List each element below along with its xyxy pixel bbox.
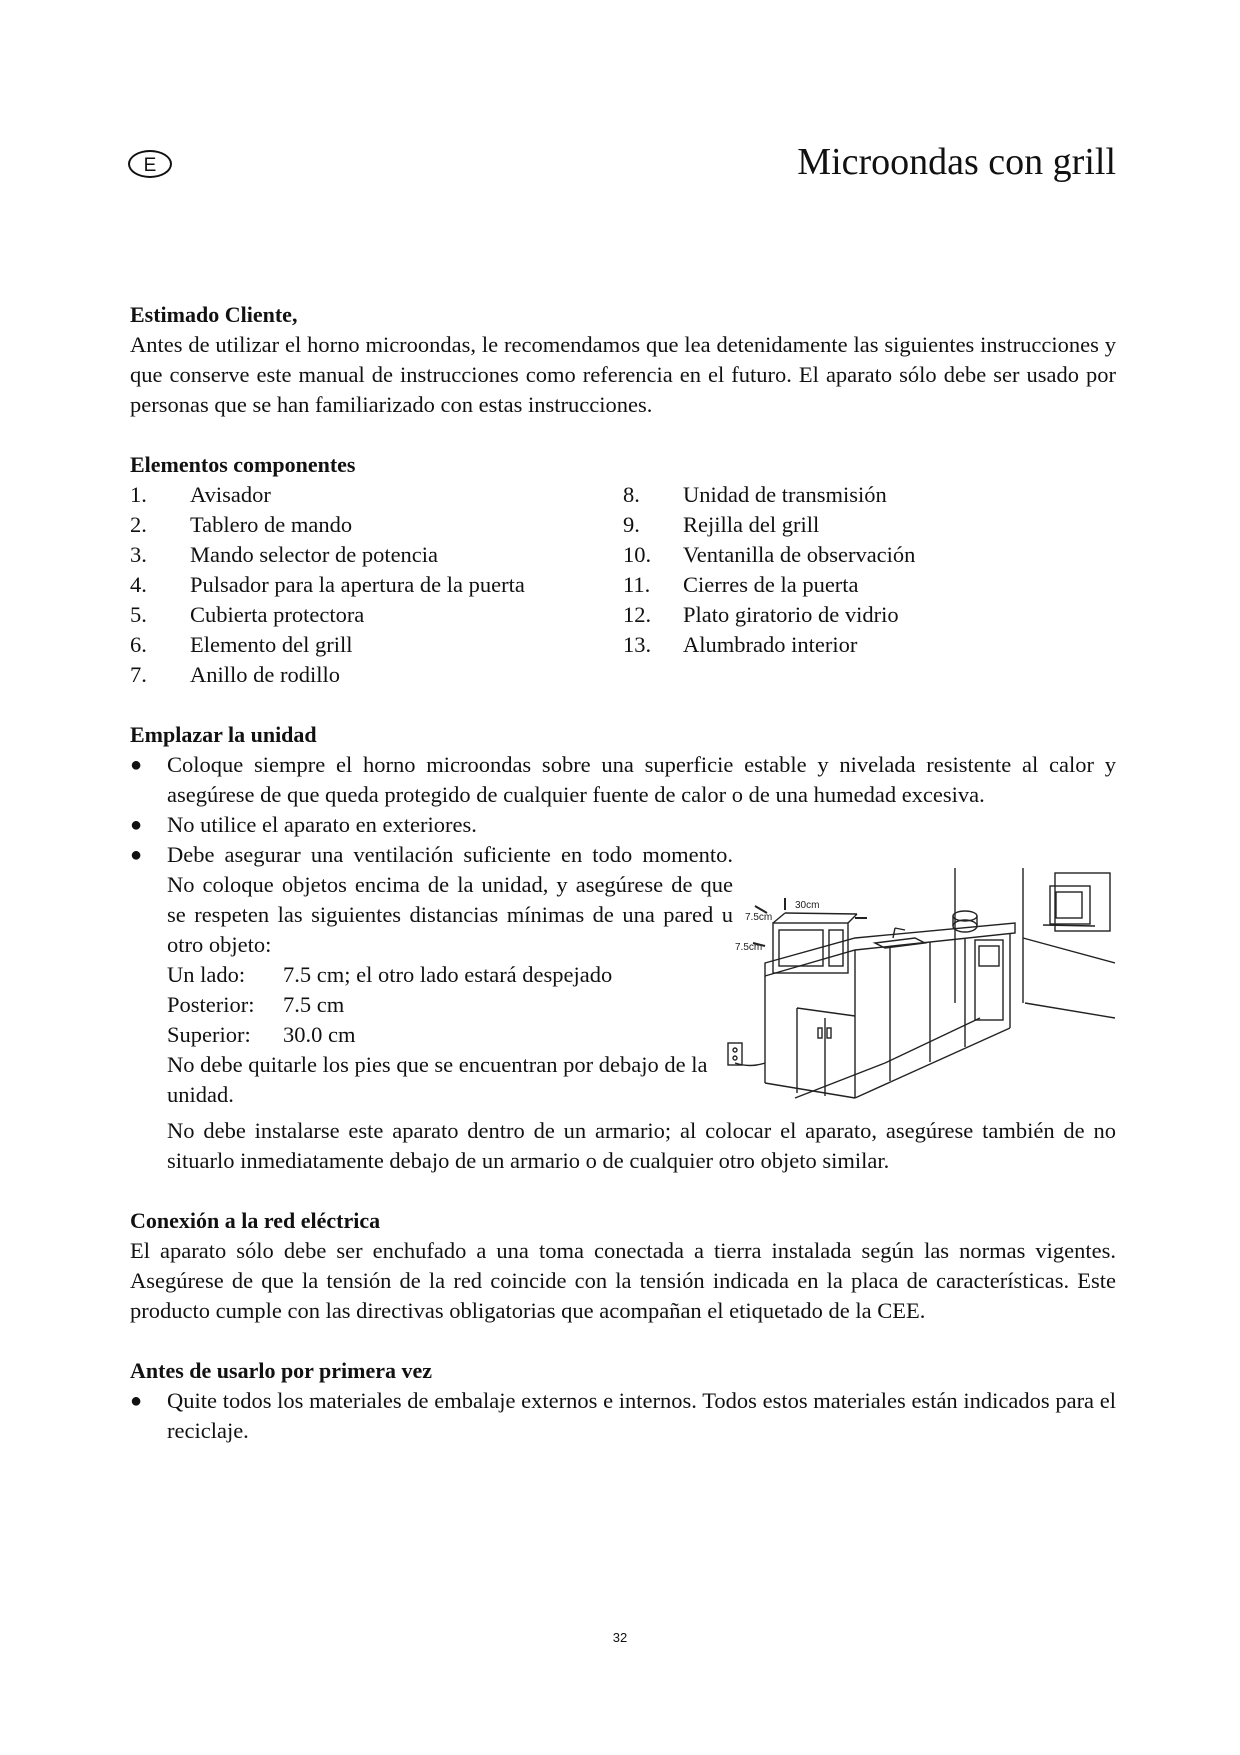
placement-heading: Emplazar la unidad bbox=[130, 722, 317, 747]
cabinet-note: No debe instalarse este aparato dentro de un armario; al colocar el aparato, asegúrese también de no situarlo inmediatamente debajo de un armario o de cualquier otro objeto similar. bbox=[167, 1118, 1116, 1173]
language-badge: E bbox=[128, 150, 172, 178]
kitchen-installation-illustration bbox=[725, 868, 1115, 1116]
list-item: 13. Alumbrado interior bbox=[623, 632, 858, 657]
list-item: 3. Mando selector de potencia bbox=[130, 542, 439, 567]
bullet-item: ● Debe asegurar una ventilación suficiente en todo momento. No coloque objetos encima de la unidad, y asegúrese de que se respeten las siguientes distancias mínimas de una pared u otro objeto: bbox=[130, 840, 733, 960]
distance-list: Un lado: 7.5 cm; el otro lado estará despejado Posterior: 7.5 cm Superior: 30.0 cm No debe quitarle los pies que se encuentran por debajo de la unidad. bbox=[130, 960, 733, 1110]
list-item: 7. Anillo de rodillo bbox=[130, 662, 340, 687]
bullet-icon: ● bbox=[130, 754, 143, 776]
list-item: 1. Avisador bbox=[130, 482, 271, 507]
feet-note: No debe quitarle los pies que se encuentran por debajo de la unidad. bbox=[167, 1052, 708, 1107]
figure-label-top: 30cm bbox=[795, 900, 820, 911]
bullet-item: ● Coloque siempre el horno microondas sobre una superficie estable y nivelada resistente al calor y asegúrese de que queda protegido de cualquier fuente de calor o de una humedad excesiva. bbox=[130, 750, 1116, 810]
connection-heading: Conexión a la red eléctrica bbox=[130, 1208, 381, 1233]
figure-label-side-2: 7.5cm bbox=[735, 942, 763, 953]
list-item: 12. Plato giratorio de vidrio bbox=[623, 602, 899, 627]
components-right-list bbox=[623, 480, 1116, 690]
page-title: Microondas con grill bbox=[797, 141, 1116, 183]
list-item: 9. Rejilla del grill bbox=[623, 512, 820, 537]
intro-section bbox=[130, 300, 1116, 420]
components-heading: Elementos componentes bbox=[130, 452, 356, 477]
connection-section bbox=[130, 1206, 1116, 1326]
list-item: 8. Unidad de transmisión bbox=[623, 482, 887, 507]
bullet-item: ● Quite todos los materiales de embalaje externos e internos. Todos estos materiales están indicados para el reciclaje. bbox=[130, 1386, 1116, 1446]
connection-text: El aparato sólo debe ser enchufado a una toma conectada a tierra instalada según las normas vigentes. Asegúrese de que la tensión de la red coincide con la tensión indicada en la placa de características. Este producto cumple con las directivas obligatorias que acompañan el etiquetado de la CEE. bbox=[130, 1238, 1116, 1323]
page-number: 32 bbox=[612, 1630, 628, 1645]
components-section bbox=[130, 450, 1116, 690]
list-item: 10. Ventanilla de observación bbox=[623, 542, 916, 567]
list-item: 2. Tablero de mando bbox=[130, 512, 353, 537]
bullet-icon: ● bbox=[130, 844, 143, 866]
first-use-section bbox=[130, 1356, 1116, 1446]
intro-text: Antes de utilizar el horno microondas, le recomendamos que lea detenidamente las siguientes instrucciones y que conserve este manual de instrucciones como referencia en el futuro. El aparato sólo debe ser usado por personas que se han familiarizado con estas instrucciones. bbox=[130, 332, 1116, 417]
page-content bbox=[130, 300, 1116, 1476]
components-left-list bbox=[130, 480, 623, 690]
placement-section bbox=[130, 720, 1116, 1176]
figure-label-side-1: 7.5cm bbox=[745, 912, 773, 923]
list-item: 5. Cubierta protectora bbox=[130, 602, 365, 627]
list-item: 6. Elemento del grill bbox=[130, 632, 353, 657]
intro-heading: Estimado Cliente, bbox=[130, 302, 298, 327]
list-item: 11. Cierres de la puerta bbox=[623, 572, 859, 597]
bullet-icon: ● bbox=[130, 1390, 143, 1412]
bullet-icon: ● bbox=[130, 814, 143, 836]
list-item: 4. Pulsador para la apertura de la puerta bbox=[130, 572, 525, 597]
first-use-heading: Antes de usarlo por primera vez bbox=[130, 1358, 433, 1383]
bullet-item: ● No utilice el aparato en exteriores. bbox=[130, 810, 1116, 840]
